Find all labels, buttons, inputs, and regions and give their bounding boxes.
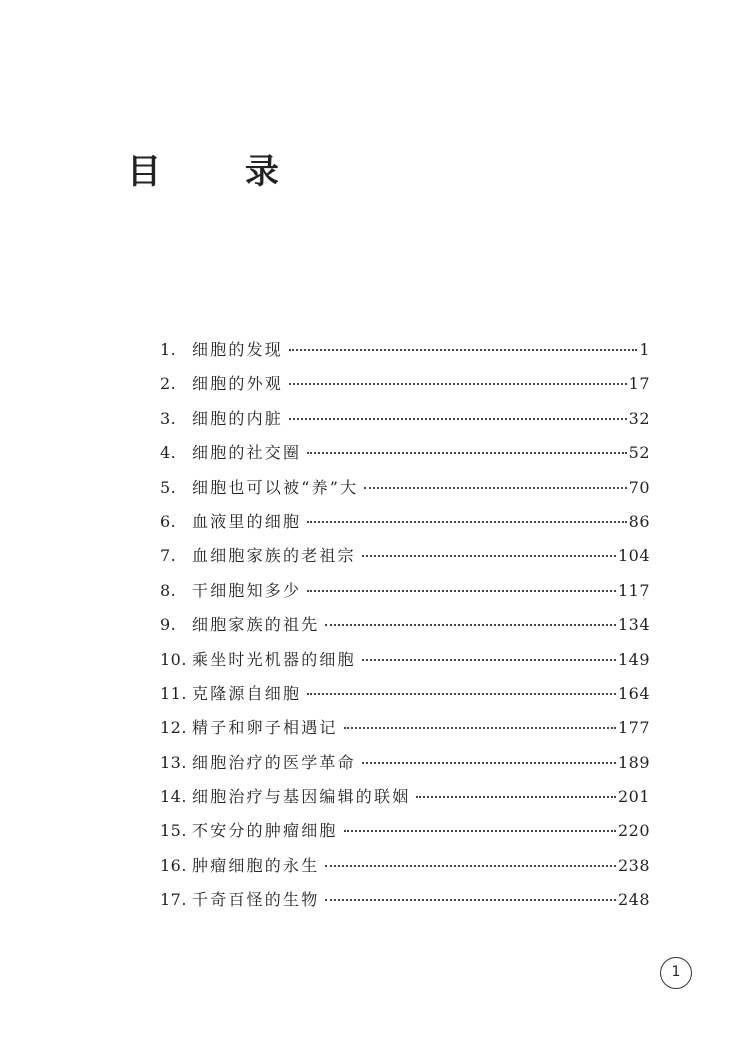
toc-leader-dots xyxy=(362,659,616,661)
toc-entry-title: 细胞的社交圈 xyxy=(192,443,302,463)
toc-entry-title: 细胞也可以被“养”大 xyxy=(192,477,359,497)
toc-entry-title: 肿瘤细胞的永生 xyxy=(192,855,320,875)
toc-entry-title: 精子和卵子相遇记 xyxy=(192,718,338,738)
toc-entry-title: 细胞家族的祖先 xyxy=(192,615,320,635)
toc-entry-page: 17 xyxy=(628,374,650,394)
toc-entry-title: 细胞的发现 xyxy=(192,340,284,359)
toc-entry[interactable] xyxy=(160,509,650,543)
toc-entry-title: 细胞的外观 xyxy=(192,374,284,394)
page-number-badge: 1 xyxy=(660,957,692,989)
toc-entry-page: 164 xyxy=(617,683,650,703)
toc-entry[interactable] xyxy=(160,750,650,784)
toc-entry-title: 干细胞知多少 xyxy=(192,580,302,600)
toc-leader-dots xyxy=(344,830,616,832)
toc-entry-page: 70 xyxy=(628,477,650,497)
toc-entry-number: 16. xyxy=(160,855,187,875)
toc-entry-number: 14. xyxy=(160,787,187,807)
toc-entry-number: 2. xyxy=(160,374,177,394)
toc-leader-dots xyxy=(344,727,616,729)
toc-entry[interactable] xyxy=(160,715,650,749)
toc-entry-number: 17. xyxy=(160,890,187,910)
toc-entry-page: 177 xyxy=(617,718,650,738)
toc-entry[interactable] xyxy=(160,406,650,440)
toc-entry-title: 细胞的内脏 xyxy=(192,408,284,428)
toc-entry-number: 9. xyxy=(160,615,177,635)
toc-leader-dots xyxy=(289,418,627,420)
toc-entry-number: 3. xyxy=(160,408,177,428)
toc-leader-dots xyxy=(307,452,626,454)
toc-leader-dots xyxy=(289,383,627,385)
toc-entry-number: 7. xyxy=(160,546,177,566)
toc-entry-page: 201 xyxy=(617,787,650,807)
toc-leader-dots xyxy=(364,487,626,489)
toc-entry[interactable] xyxy=(160,887,650,921)
toc-entry[interactable] xyxy=(160,578,650,612)
toc-leader-dots xyxy=(289,349,637,351)
toc-entry[interactable] xyxy=(160,475,650,509)
toc-entry-page: 32 xyxy=(628,408,650,428)
toc-entry[interactable] xyxy=(160,440,650,474)
toc-entry-number: 5. xyxy=(160,477,177,497)
toc-leader-dots xyxy=(362,555,616,557)
toc-entry-title: 细胞治疗与基因编辑的联姻 xyxy=(192,787,411,807)
toc-entry-title: 乘坐时光机器的细胞 xyxy=(192,649,356,669)
toc-entry-number: 11. xyxy=(160,683,187,703)
toc-leader-dots xyxy=(325,899,616,901)
toc-entry[interactable] xyxy=(160,681,650,715)
toc-entry-title: 千奇百怪的生物 xyxy=(192,890,320,910)
toc-entry-page: 134 xyxy=(617,615,650,635)
toc-entry-page: 86 xyxy=(628,511,650,531)
toc-entry[interactable] xyxy=(160,543,650,577)
toc-entry-page: 52 xyxy=(628,443,650,463)
toc-leader-dots xyxy=(362,762,616,764)
toc-entry-number: 13. xyxy=(160,752,187,772)
toc-entry-page: 248 xyxy=(617,890,650,910)
toc-entry-number: 4. xyxy=(160,443,177,463)
toc-leader-dots xyxy=(307,590,616,592)
toc-leader-dots xyxy=(325,624,616,626)
toc-leader-dots xyxy=(325,865,616,867)
toc-title: 目 录 xyxy=(127,152,315,192)
toc-entry-number: 1. xyxy=(160,340,177,359)
toc-leader-dots xyxy=(416,796,616,798)
toc-entry-page: 220 xyxy=(617,821,650,841)
toc-entry-title: 血液里的细胞 xyxy=(192,511,302,531)
toc-entry-page: 1 xyxy=(639,340,650,359)
toc-entry[interactable] xyxy=(160,612,650,646)
toc-entry-number: 8. xyxy=(160,580,177,600)
toc-list xyxy=(160,337,650,922)
toc-entry[interactable] xyxy=(160,853,650,887)
toc-entry-page: 117 xyxy=(617,580,650,600)
toc-entry-title: 血细胞家族的老祖宗 xyxy=(192,546,356,566)
toc-entry-title: 不安分的肿瘤细胞 xyxy=(192,821,338,841)
toc-entry[interactable] xyxy=(160,647,650,681)
toc-entry[interactable] xyxy=(160,818,650,852)
toc-entry[interactable] xyxy=(160,371,650,405)
toc-entry[interactable] xyxy=(160,784,650,818)
toc-entry-page: 189 xyxy=(617,752,650,772)
toc-entry-title: 克隆源自细胞 xyxy=(192,683,302,703)
toc-entry-page: 238 xyxy=(617,855,650,875)
toc-entry[interactable] xyxy=(160,337,650,371)
toc-entry-number: 6. xyxy=(160,511,177,531)
toc-leader-dots xyxy=(307,693,616,695)
toc-leader-dots xyxy=(307,521,626,523)
toc-entry-number: 12. xyxy=(160,718,187,738)
toc-entry-title: 细胞治疗的医学革命 xyxy=(192,752,356,772)
toc-entry-page: 104 xyxy=(617,546,650,566)
toc-entry-page: 149 xyxy=(617,649,650,669)
toc-entry-number: 10. xyxy=(160,649,187,669)
toc-entry-number: 15. xyxy=(160,821,187,841)
